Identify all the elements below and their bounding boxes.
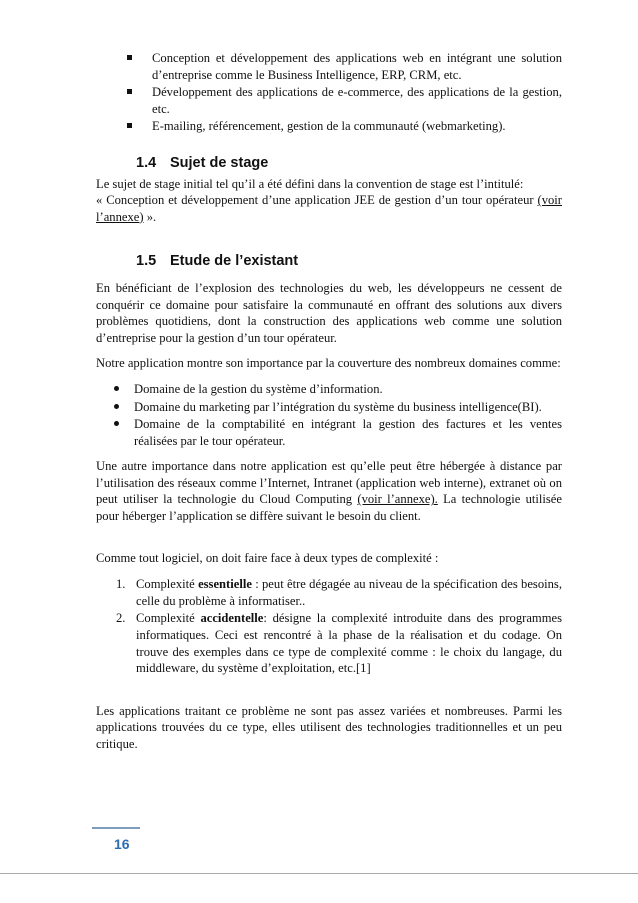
annex-link[interactable]: (voir l’annexe) xyxy=(96,193,562,224)
list-item: 2. Complexité accidentelle: désigne la complexité introduite dans des programmes informatiques. Ceci est rencontré à la phase de la réalisation et du codage. On trouve des exemples dans ce type de complexité comme : le choix du langage, du middleware, du système d’exploitation, etc.[1] xyxy=(116,611,562,676)
section-number: 1.5 xyxy=(136,253,157,270)
list-item: 1. Complexité essentielle : peut être dégagée au niveau de la spécification des besoins, celle du problème à informatiser.. xyxy=(116,577,562,608)
list-item: Domaine du marketing par l’intégration du système du business intelligence(BI). xyxy=(108,399,562,416)
page-content xyxy=(96,50,562,753)
page-bottom-rule xyxy=(0,873,638,874)
list-item: Domaine de la comptabilité en intégrant la gestion des factures et les ventes réalisées par le tour opérateur. xyxy=(108,416,562,449)
list-item-text: E-mailing, référencement, gestion de la communauté (webmarketing). xyxy=(152,119,506,134)
paragraph: Le sujet de stage initial tel qu’il a été défini dans la convention de stage est l’intitulé: xyxy=(96,176,524,191)
section-title: Etude de l’existant xyxy=(170,253,299,270)
list-item xyxy=(122,50,562,83)
square-bullet-icon xyxy=(127,55,132,60)
list-item xyxy=(122,118,562,135)
paragraph: Les applications traitant ce problème ne sont pas assez variées et nombreuses. Parmi les applications trouvées du ce type, elles utilisent des technologies traditionnelles et un peu critique. xyxy=(96,703,562,751)
paragraph: « Conception et développement d’une application JEE de gestion d’un tour opérateur (voir l’annexe) ». xyxy=(96,193,562,224)
section-heading-1-5 xyxy=(136,253,562,270)
square-bullet-icon xyxy=(127,89,132,94)
paragraph: Une autre importance dans notre application est qu’elle peut être hébergée à distance par l’utilisation des réseaux comme l’Internet, Intranet (application web interne), extranet où on peut utiliser la technologie du Cloud Computing (voir l’annexe). La technologie utilisée pour héberger l’application se diffère suivant le besoin du client. xyxy=(96,459,562,524)
section-title: Sujet de stage xyxy=(170,154,269,171)
round-bullet-icon xyxy=(114,421,119,426)
round-bullet-icon xyxy=(114,404,119,409)
annex-link[interactable]: (voir l’annexe). xyxy=(357,492,438,507)
complexity-list xyxy=(116,576,562,677)
page-number: 16 xyxy=(114,836,130,852)
section-number: 1.4 xyxy=(136,154,157,171)
list-item-text: Développement des applications de e-commerce, des applications de la gestion, etc. xyxy=(152,85,562,116)
paragraph: En bénéficiant de l’explosion des technologies du web, les développeurs ne cessent de conquérir ce domaine pour satisfaire la communauté en offrant des solutions aux divers problèmes quotidiens, dont la construction des applications web comme une solution d’entreprise pour la gestion d’un tour opérateur. xyxy=(96,280,562,345)
list-item xyxy=(122,84,562,117)
paragraph: Notre application montre son importance par la couverture des nombreux domaines comme: xyxy=(96,356,561,371)
paragraph: Comme tout logiciel, on doit faire face à deux types de complexité : xyxy=(96,550,439,565)
round-bullet-icon xyxy=(114,386,119,391)
domain-bullet-list xyxy=(108,381,562,449)
footer-divider xyxy=(92,827,140,829)
top-bullet-list xyxy=(122,50,562,135)
list-item-text: Conception et développement des applications web en intégrant une solution d’entreprise comme le Business Intelligence, ERP, CRM, etc. xyxy=(152,51,562,82)
section-heading-1-4 xyxy=(136,155,562,172)
square-bullet-icon xyxy=(127,123,132,128)
list-item: Domaine de la gestion du système d’information. xyxy=(108,381,562,398)
